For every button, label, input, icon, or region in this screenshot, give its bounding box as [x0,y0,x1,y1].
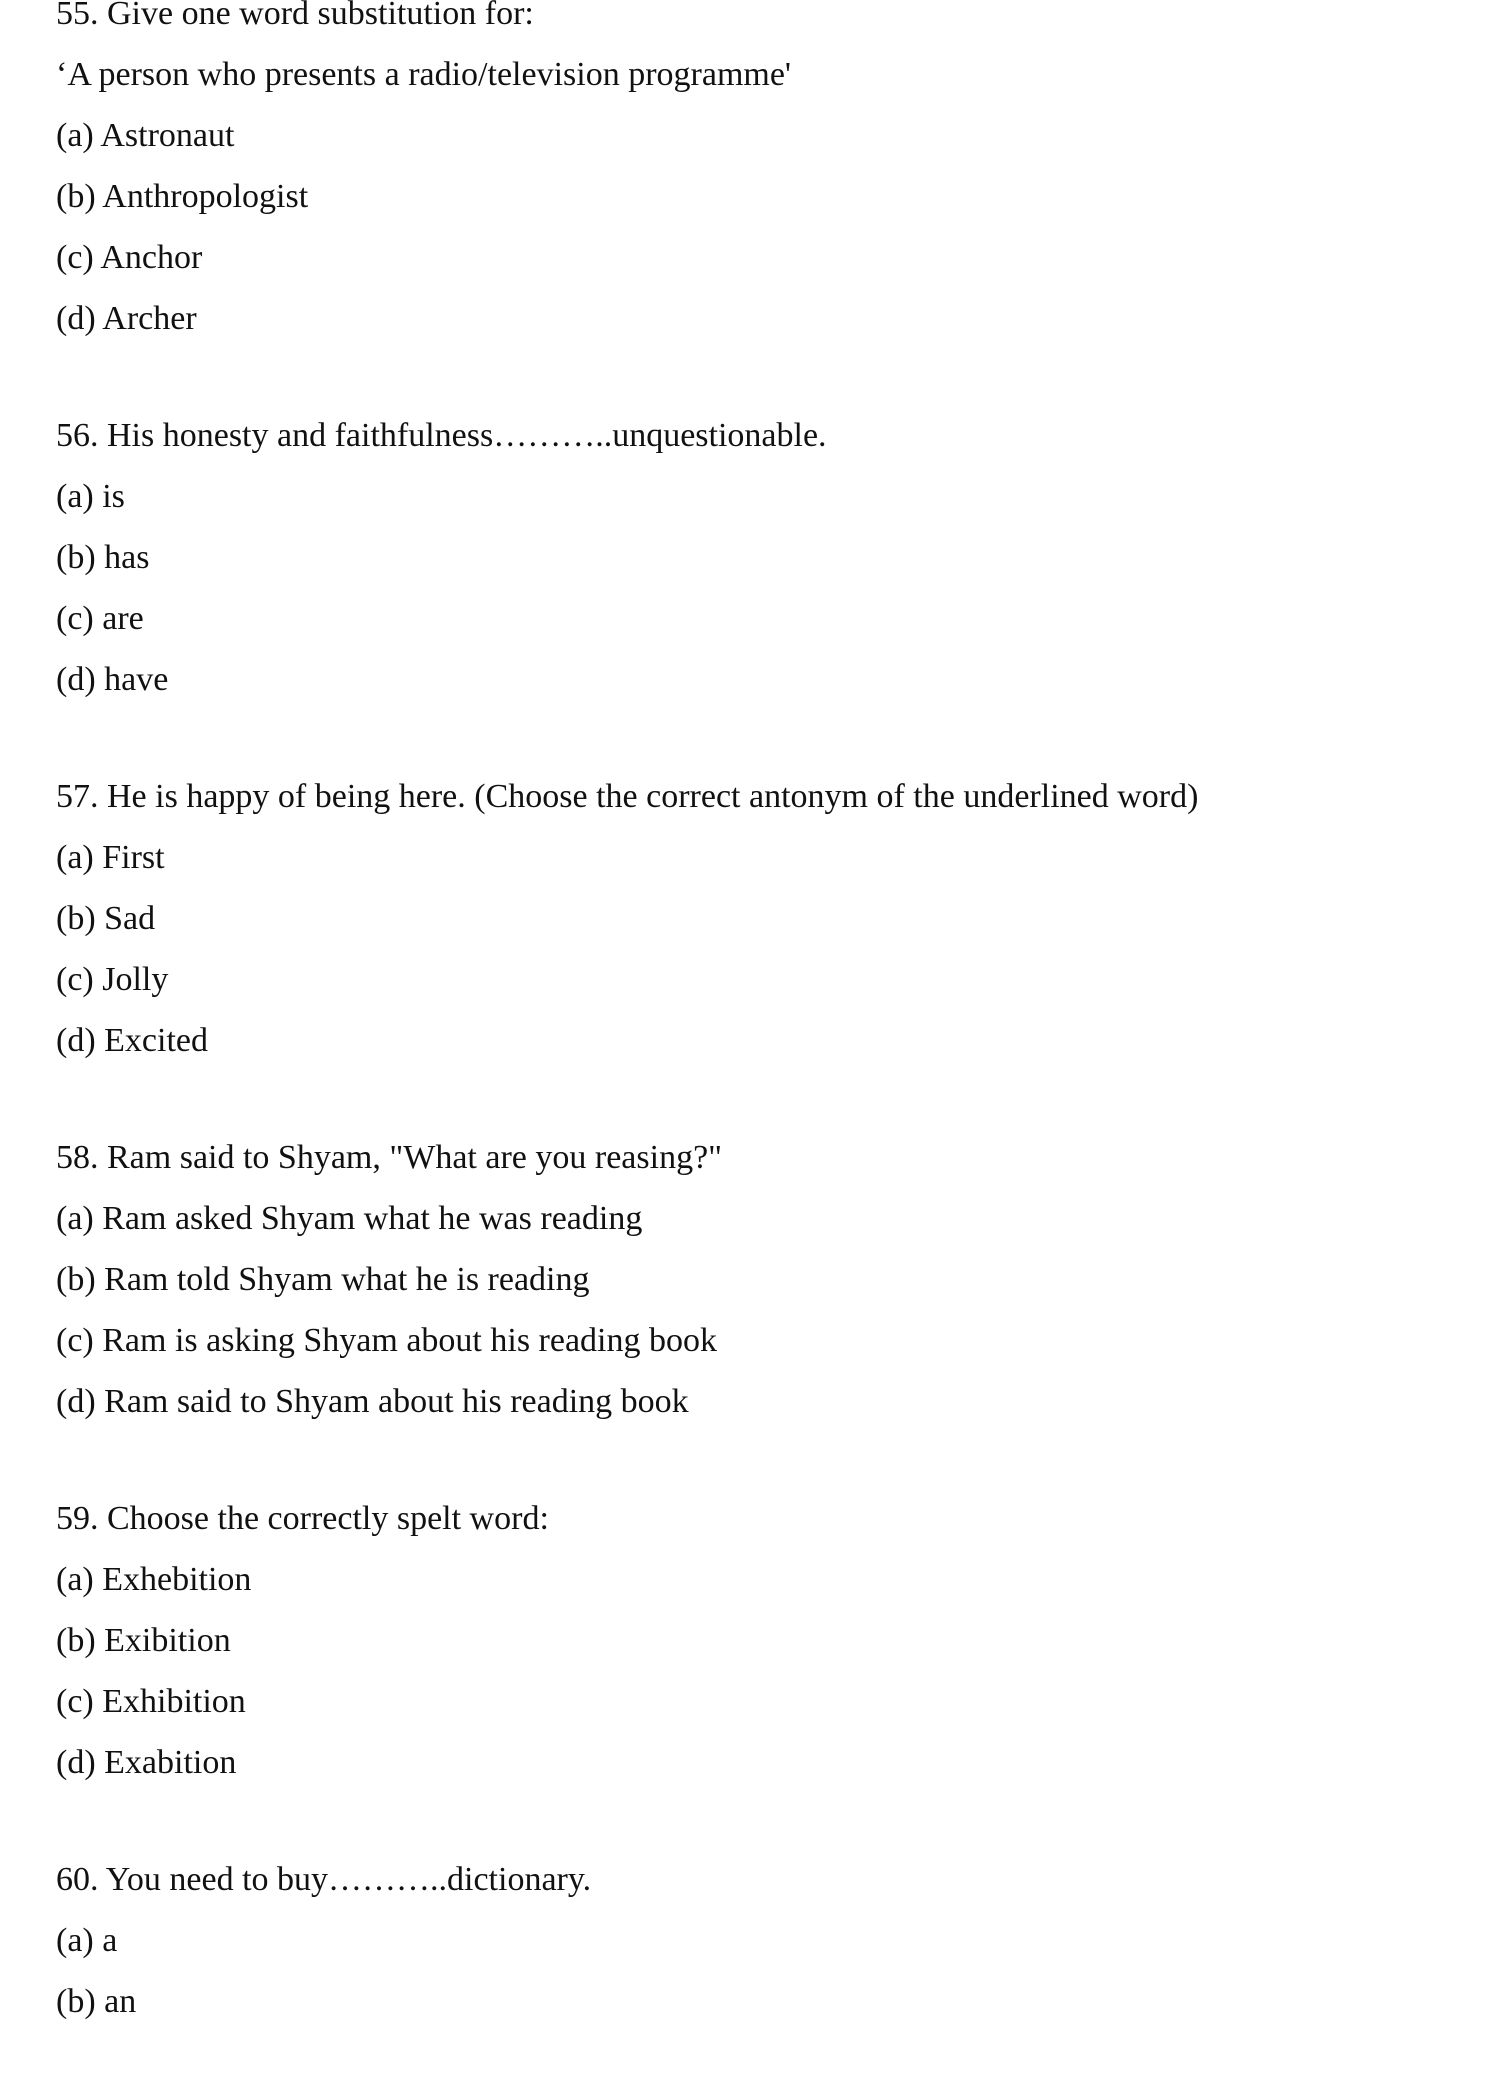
option-b: (b) has [56,539,150,576]
question-60 [56,1849,1198,2032]
question-stem: 59. Choose the correctly spelt word: [56,1500,549,1537]
option-d: (d) have [56,661,169,698]
question-57 [56,766,1198,1071]
option-b: (b) an [56,1983,137,2020]
option-d: (d) Archer [56,300,197,337]
question-page [56,0,1198,2088]
question-56 [56,405,1198,710]
option-c: (c) Anchor [56,239,203,276]
question-stem: 57. He is happy of being here. (Choose the correct antonym of the underlined word) [56,778,1199,815]
question-stem: 55. Give one word substitution for: [56,0,534,32]
option-b: (b) Sad [56,900,156,937]
option-c: (c) Ram is asking Shyam about his reading book [56,1322,718,1359]
question-58 [56,1127,1198,1432]
question-stem: 58. Ram said to Shyam, "What are you reasing?" [56,1139,723,1176]
question-stem: 60. You need to buy………..dictionary. [56,1861,592,1898]
option-c: (c) are [56,600,144,637]
option-c: (c) Jolly [56,961,169,998]
question-55 [56,0,1198,349]
option-b: (b) Exibition [56,1622,231,1659]
option-b: (b) Ram told Shyam what he is reading [56,1261,590,1298]
option-d: (d) Ram said to Shyam about his reading book [56,1383,689,1420]
option-d: (d) Exabition [56,1744,237,1781]
option-c: (c) Exhibition [56,1683,246,1720]
question-59 [56,1488,1198,1793]
option-a: (a) a [56,1922,118,1959]
option-b: (b) Anthropologist [56,178,309,215]
question-prompt: ‘A person who presents a radio/television programme' [56,56,792,93]
option-a: (a) Ram asked Shyam what he was reading [56,1200,643,1237]
option-a: (a) Astronaut [56,117,235,154]
option-d: (d) Excited [56,1022,208,1059]
option-a: (a) Exhebition [56,1561,252,1598]
option-a: (a) First [56,839,165,876]
question-stem: 56. His honesty and faithfulness………..unquestionable. [56,417,827,454]
option-a: (a) is [56,478,125,515]
